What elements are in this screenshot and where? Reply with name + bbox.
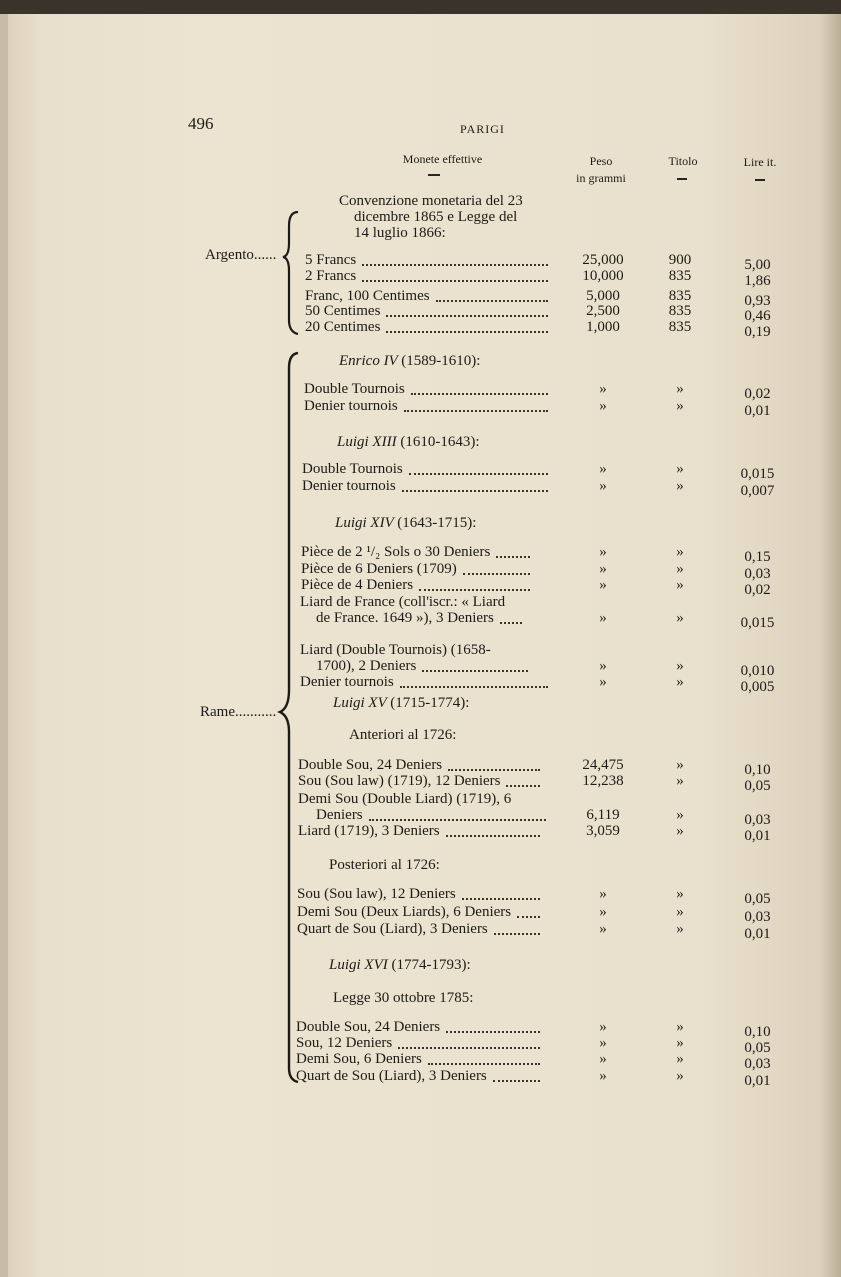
row-peso: 6,119 [586,807,620,823]
row-titolo: » [676,904,684,920]
row-titolo: » [676,807,684,823]
row-lire: 0,46 [744,308,771,324]
row-lire: 0,19 [744,324,771,340]
row-titolo: » [676,610,684,626]
row-name-line1: Demi Sou (Double Liard) (1719), 6 [298,791,512,807]
row-titolo: » [676,1019,684,1035]
row-lire: 0,05 [744,891,771,907]
row-lire: 0,02 [744,386,771,402]
row-titolo: 835 [668,303,692,319]
row-titolo: » [676,398,684,414]
row-name: Demi Sou (Deux Liards), 6 Deniers [297,904,512,920]
row-titolo: » [676,1068,684,1084]
row-titolo: » [676,561,684,577]
row-name: Sou (Sou law), 12 Deniers [297,886,456,902]
row-lire: 5,00 [744,257,771,273]
row-name: Sou, 12 Deniers [296,1035,393,1051]
subheading-anteriori: Anteriori al 1726: [349,727,457,743]
row-name: Demi Sou, 6 Deniers [296,1051,422,1067]
row-name: Pièce de 4 Deniers [301,577,414,593]
row-peso: » [599,398,607,414]
row-titolo: » [676,658,684,674]
row-titolo: » [676,381,684,397]
row-name-line1: Liard de France (coll'iscr.: « Liard [300,594,506,610]
header-titolo: Titolo [668,154,698,168]
row-name: Denier tournois [304,398,398,414]
section-luigi-xiii: Luigi XIII (1610-1643): [337,434,480,450]
row-peso: » [599,544,607,560]
row-titolo: 835 [668,288,692,304]
row-titolo: » [676,823,684,839]
row-name-line1: Liard (Double Tournois) (1658- [300,642,491,658]
row-lire: 0,01 [744,403,771,419]
row-lire: 0,01 [744,926,771,942]
row-peso: » [599,674,607,690]
row-lire: 0,05 [744,778,771,794]
section-luigi-xv: Luigi XV (1715-1774): [333,695,470,711]
argento-label: Argento...... [205,247,277,263]
row-lire: 0,93 [744,293,771,309]
row-lire: 0,005 [740,679,775,695]
row-peso: » [599,1019,607,1035]
row-peso: » [599,610,607,626]
row-lire: 0,15 [744,549,771,565]
row-name: 5 Francs [305,252,357,268]
row-titolo: 835 [668,268,692,284]
row-titolo: » [676,674,684,690]
row-lire: 0,01 [744,828,771,844]
row-name: Double Tournois [302,461,403,477]
row-peso: 3,059 [586,823,620,839]
row-titolo: » [676,1051,684,1067]
row-peso: » [599,921,607,937]
row-peso: » [599,461,607,477]
header-peso: Peso [589,154,613,168]
convenzione-line: Convenzione monetaria del 23 [339,193,523,209]
row-titolo: » [676,544,684,560]
section-luigi-xiv: Luigi XIV (1643-1715): [335,515,477,531]
page-number: 496 [188,114,214,133]
row-name: Quart de Sou (Liard), 3 Deniers [297,921,488,937]
row-lire: 0,010 [740,663,775,679]
row-name: Liard (1719), 3 Deniers [298,823,440,839]
row-name: de France. 1649 »), 3 Deniers [316,610,494,626]
row-titolo: 835 [668,319,692,335]
row-lire: 0,007 [740,483,775,499]
row-name: Pièce de 2 ¹/₂ Sols o 30 Deniers [301,544,491,560]
row-peso: » [599,381,607,397]
subheading-posteriori: Posteriori al 1726: [329,857,440,873]
header-monete: Monete effettive [402,152,483,166]
section-enrico-iv: Enrico IV (1589-1610): [339,353,481,369]
row-lire: 0,03 [744,566,771,582]
row-peso: 10,000 [582,268,624,284]
row-titolo: » [676,577,684,593]
row-name: Quart de Sou (Liard), 3 Deniers [296,1068,487,1084]
row-titolo: » [676,757,684,773]
row-peso: » [599,478,607,494]
row-name: Double Sou, 24 Deniers [298,757,443,773]
row-titolo: » [676,886,684,902]
running-title: PARIGI [460,122,505,136]
row-peso: » [599,904,607,920]
row-lire: 0,03 [744,1056,771,1072]
row-lire: 0,02 [744,582,771,598]
row-lire: 0,05 [744,1040,771,1056]
row-name: Sou (Sou law) (1719), 12 Deniers [298,773,501,789]
row-name: 20 Centimes [305,319,381,335]
convenzione-line: 14 luglio 1866: [354,225,446,241]
row-titolo: 900 [668,252,692,268]
row-peso: » [599,658,607,674]
row-lire: 0,10 [744,1024,771,1040]
row-titolo: » [676,478,684,494]
row-lire: 1,86 [744,273,771,289]
row-titolo: » [676,773,684,789]
row-peso: » [599,1051,607,1067]
row-lire: 0,015 [740,466,775,482]
row-peso: » [599,561,607,577]
row-peso: » [599,1068,607,1084]
convenzione-line: dicembre 1865 e Legge del [354,209,518,225]
row-peso: » [599,577,607,593]
row-name: 50 Centimes [305,303,381,319]
row-lire: 0,015 [740,615,775,631]
row-titolo: » [676,1035,684,1051]
header-lire: Lire it. [743,155,777,169]
row-peso: 5,000 [586,288,620,304]
row-titolo: » [676,921,684,937]
row-peso: » [599,886,607,902]
row-name: Deniers [316,807,363,823]
row-name: 2 Francs [305,268,357,284]
subheading-legge: Legge 30 ottobre 1785: [333,990,474,1006]
header-peso-grammi: in grammi [576,171,626,185]
row-peso: 1,000 [586,319,620,335]
row-name: Double Tournois [304,381,405,397]
row-lire: 0,03 [744,909,771,925]
row-lire: 0,01 [744,1073,771,1089]
row-name: Franc, 100 Centimes [305,288,430,304]
row-lire: 0,03 [744,812,771,828]
row-name: Denier tournois [302,478,396,494]
row-name: Double Sou, 24 Deniers [296,1019,441,1035]
row-peso: » [599,1035,607,1051]
section-luigi-xvi: Luigi XVI (1774-1793): [329,957,471,973]
row-name: Denier tournois [300,674,394,690]
rame-label: Rame........... [200,704,277,720]
row-peso: 24,475 [582,757,624,773]
row-lire: 0,10 [744,762,771,778]
row-titolo: » [676,461,684,477]
row-name: Pièce de 6 Deniers (1709) [301,561,457,577]
row-peso: 2,500 [586,303,620,319]
row-peso: 12,238 [582,773,624,789]
row-peso: 25,000 [582,252,624,268]
row-name: 1700), 2 Deniers [316,658,417,674]
